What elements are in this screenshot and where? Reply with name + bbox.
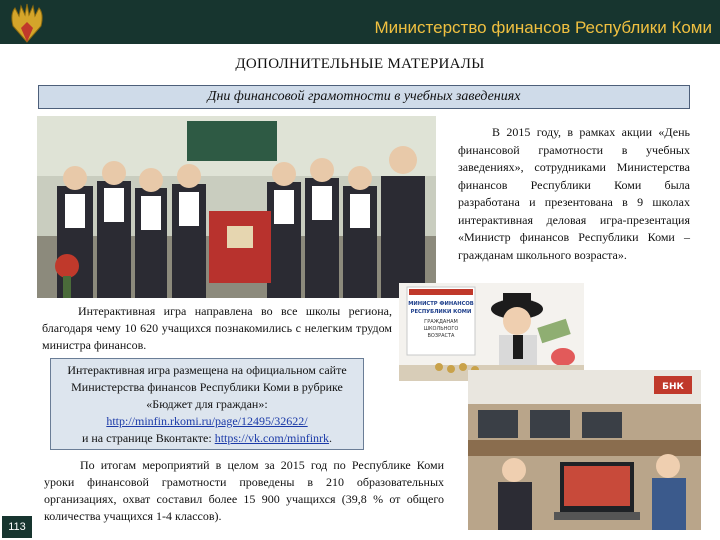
bnk-badge: БНК [662,382,684,392]
classroom-group-photo [37,116,436,298]
section-title: ДОПОЛНИТЕЛЬНЫЕ МАТЕРИАЛЫ [235,56,485,72]
info-box [50,358,364,450]
coat-of-arms-icon [4,2,50,46]
subtitle-banner [38,85,690,109]
header-title: Министерство финансов Республики Коми [374,18,712,37]
paragraph-mid: Интерактивная игра направлена во все школы региона, благодаря чему 10 620 учащихся познакомились с нелегким трудом министра финансов. [42,304,392,352]
subtitle-text: Дни финансовой грамотности в учебных заведениях [207,89,521,104]
info-line2-end: . [329,431,333,445]
info-line1: Интерактивная игра размещена на официальном сайте Министерства финансов Республики Коми в рубрике «Бюджет для граждан»: [67,363,347,411]
sign-line4: ШКОЛЬНОГО [423,326,459,332]
sign-line5: ВОЗРАСТА [427,333,455,339]
minfin-site-link[interactable]: http://minfin.rkomi.ru/page/12495/32622/ [106,414,308,428]
page-number: 113 [2,516,32,538]
paragraph-right: В 2015 году, в рамках акции «День финансовой грамотности в учебных заведениях», сотрудниками Министерства финансов Республики Коми была разработана и презентована в 9 школах интерактивная деловая игра-презентация «Министр финансов Республики Коми – гражданам школьного возраста». [458,125,690,262]
vk-page-link[interactable]: https://vk.com/minfinrk [214,431,330,445]
info-line2: и на странице Вконтакте: [81,431,212,445]
boy-with-money-photo [399,283,584,381]
page-header [0,0,720,44]
computer-class-photo [468,370,701,530]
sign-line2: РЕСПУБЛИКИ КОМИ [410,309,472,315]
paragraph-bottom: По итогам мероприятий в целом за 2015 год по Республике Коми уроки финансовой грамотности проведены в 210 образовательных организациях, охват составил более 15 900 учащихся (39,8 % от общего количества учащихся 1-4 классов). [44,458,444,523]
sign-line1: МИНИСТР ФИНАНСОВ [408,301,474,307]
sign-line3: ГРАЖДАНАМ [424,319,458,325]
